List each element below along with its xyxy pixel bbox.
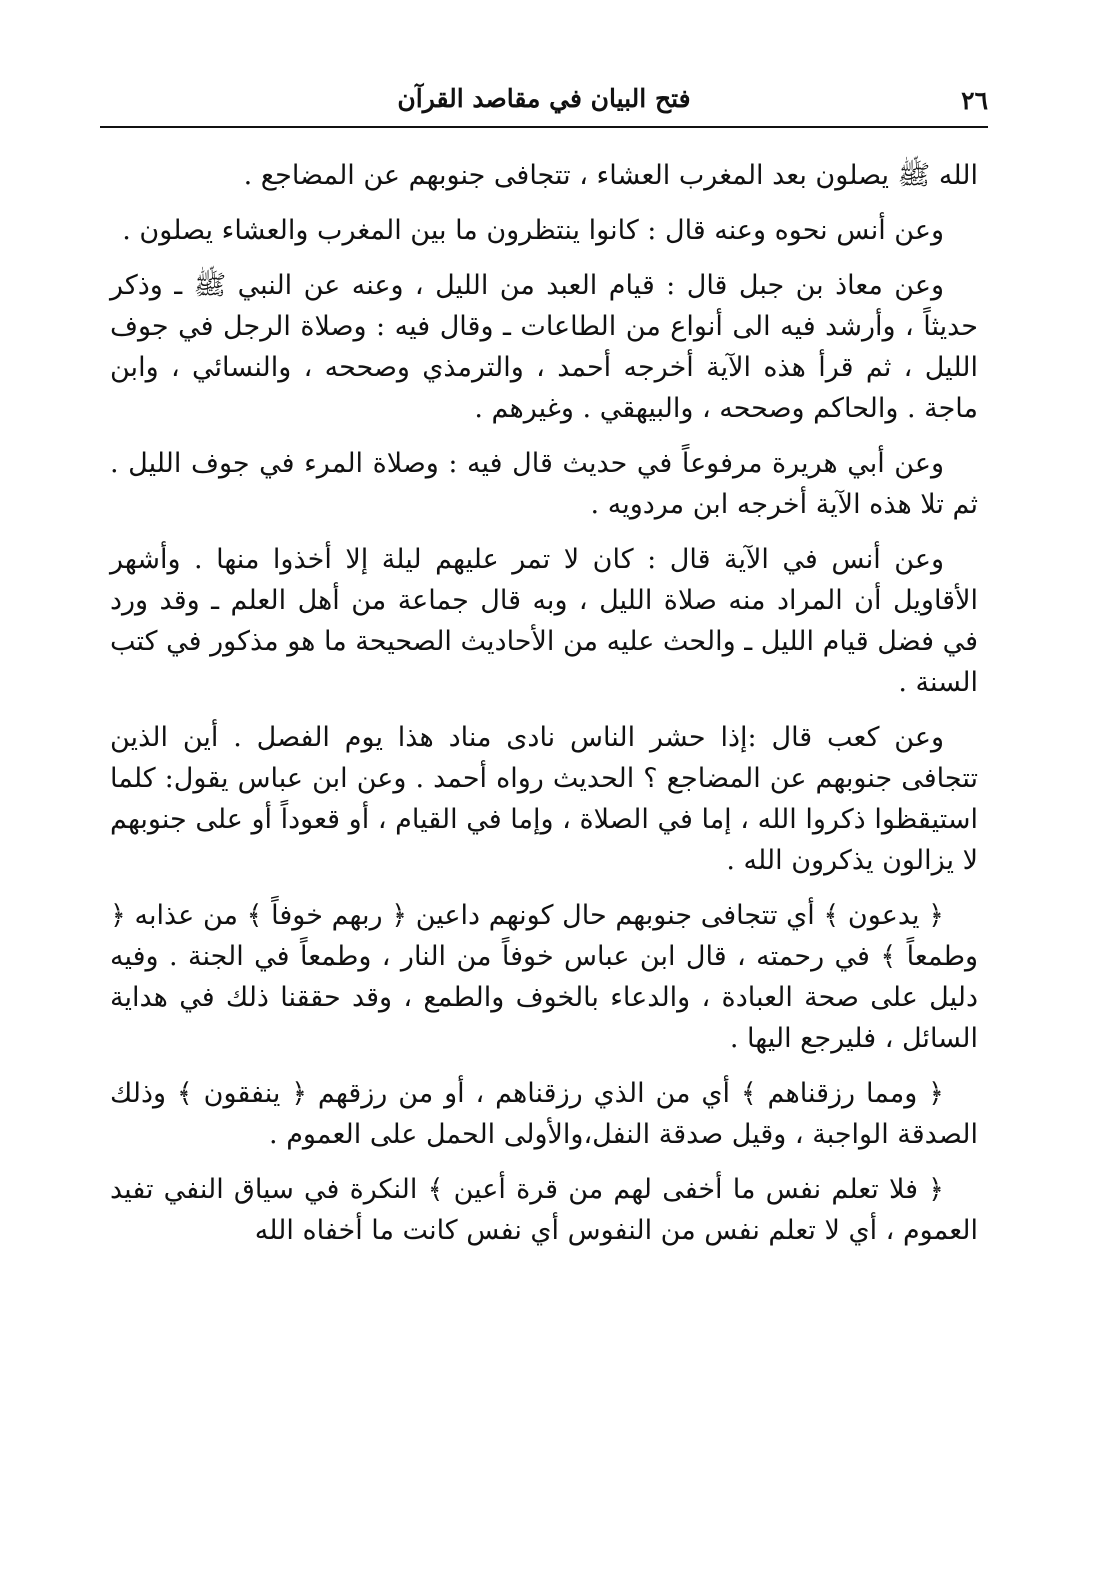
paragraph: وعن أبي هريرة مرفوعاً في حديث قال فيه : وصلاة المرء في جوف الليل . ثم تلا هذه الآية أخرجه ابن مردويه . (110, 448, 978, 520)
paragraph: الله ﷺ يصلون بعد المغرب العشاء ، تتجافى جنوبهم عن المضاجع . (243, 160, 978, 191)
paragraph: وعن كعب قال :إذا حشر الناس نادى مناد هذا يوم الفصل . أين الذين تتجافى جنوبهم عن المضاجع ؟ الحديث رواه أحمد . وعن ابن عباس يقول: كلما استيقظوا ذكروا الله ، إما في الصلاة ، وإما في القيام ، أو قعوداً أو على جنوبهم لا يزالون يذكرون الله . (110, 722, 978, 876)
body-text (110, 155, 978, 1265)
paragraph: وعن أنس نحوه وعنه قال : كانوا ينتظرون ما بين المغرب والعشاء يصلون . (122, 215, 944, 246)
page-header (100, 78, 988, 124)
paragraph: ﴿ فلا تعلم نفس ما أخفى لهم من قرة أعين ﴾ النكرة في سياق النفي تفيد العموم ، أي لا تعلم نفس من النفوس أي نفس كانت ما أخفاه الله (110, 1174, 978, 1246)
running-title: فتح البيان في مقاصد القرآن (397, 84, 691, 113)
paragraph: ﴿ يدعون ﴾ أي تتجافى جنوبهم حال كونهم داعين ﴿ ربهم خوفاً ﴾ من عذابه ﴿ وطمعاً ﴾ في رحمته ، قال ابن عباس خوفاً من النار ، وطمعاً في الجنة . وفيه دليل على صحة العبادة ، والدعاء بالخوف والطمع ، وقد حققنا ذلك في هداية السائل ، فليرجع اليها . (110, 900, 978, 1054)
paragraph: وعن معاذ بن جبل قال : قيام العبد من الليل ، وعنه عن النبي ﷺ ـ وذكر حديثاً ، وأرشد فيه الى أنواع من الطاعات ـ وقال فيه : وصلاة الرجل في جوف الليل ، ثم قرأ هذه الآية أخرجه أحمد ، والترمذي وصححه ، والنسائي ، وابن ماجة . والحاكم وصححه ، والبيهقي . وغيرهم . (110, 270, 978, 424)
paragraph: ﴿ ومما رزقناهم ﴾ أي من الذي رزقناهم ، أو من رزقهم ﴿ ينفقون ﴾ وذلك الصدقة الواجبة ، وقيل صدقة النفل،والأولى الحمل على العموم . (110, 1078, 978, 1150)
page-number: ٢٦ (961, 86, 988, 115)
header-rule (100, 126, 988, 128)
paragraph: وعن أنس في الآية قال : كان لا تمر عليهم ليلة إلا أخذوا منها . وأشهر الأقاويل أن المراد منه صلاة الليل ، وبه قال جماعة من أهل العلم ـ وقد ورد في فضل قيام الليل ـ والحث عليه من الأحاديث الصحيحة ما هو مذكور في كتب السنة . (110, 544, 978, 698)
